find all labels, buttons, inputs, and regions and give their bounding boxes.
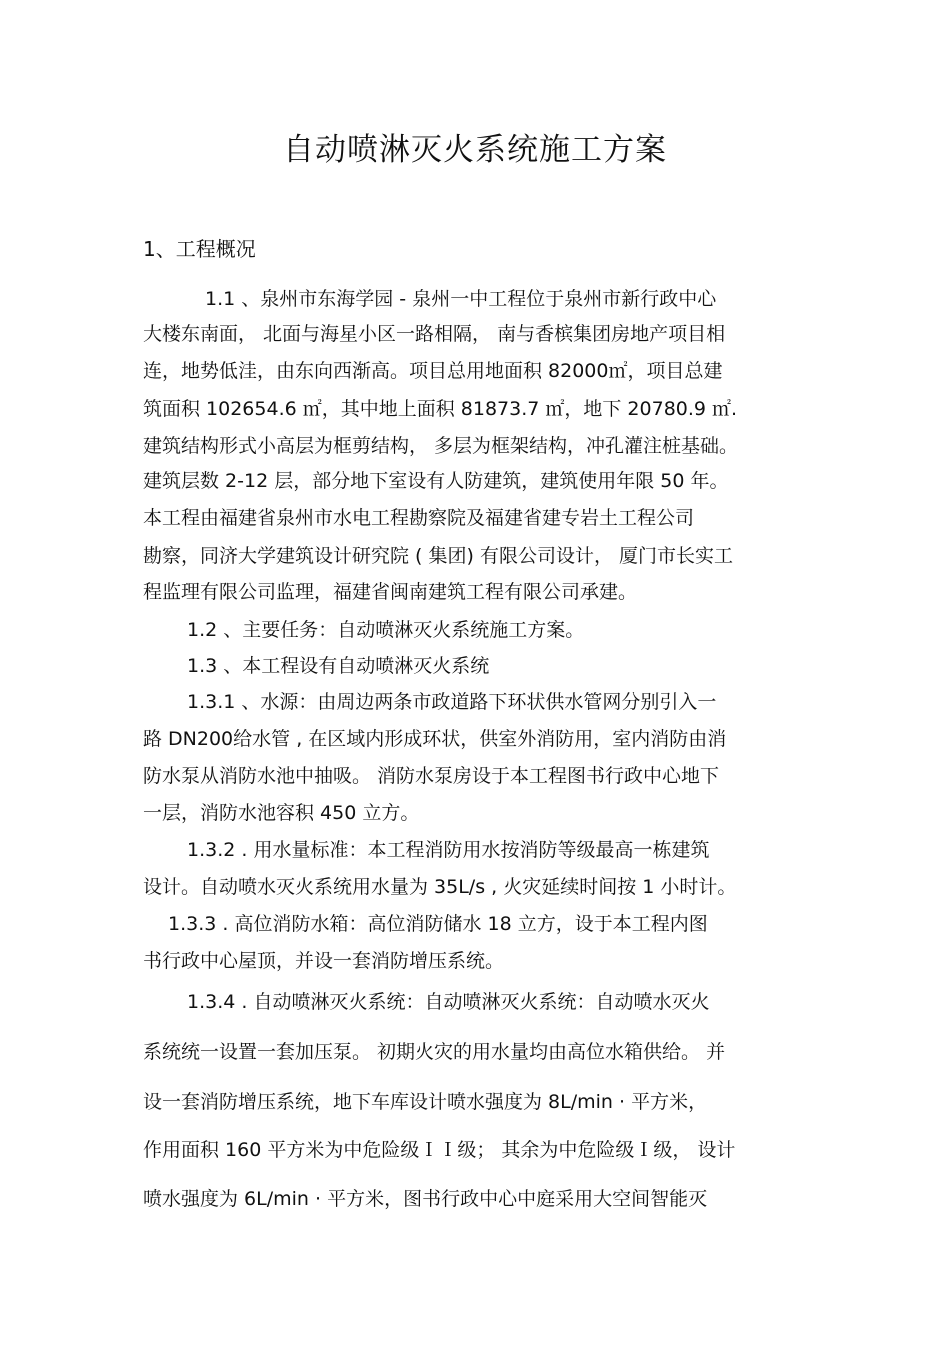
paragraph-line: 建筑层数 2-12 层，部分地下室设有人防建筑，建筑使用年限 50 年。	[143, 470, 729, 492]
paragraph-line: 本工程由福建省泉州市水电工程勘察院及福建省建专岩土工程公司	[143, 507, 695, 529]
paragraph-line: 1.3.2 . 用水量标准：本工程消防用水按消防等级最高一栋建筑	[187, 839, 710, 861]
paragraph-line: 书行政中心屋顶，并设一套消防增压系统。	[143, 950, 505, 972]
paragraph-line: 系统统一设置一套加压泵。 初期火灾的用水量均由高位水箱供给。 并	[143, 1041, 726, 1063]
paragraph-line: 设一套消防增压系统，地下车库设计喷水强度为 8L/min · 平方米，	[143, 1091, 708, 1113]
document-title: 自动喷淋灭火系统施工方案	[283, 132, 667, 168]
paragraph-line: 建筑结构形式小高层为框剪结构， 多层为框架结构，冲孔灌注桩基础。	[143, 435, 739, 457]
paragraph-line: 喷水强度为 6L/min · 平方米，图书行政中心中庭采用大空间智能灭	[143, 1188, 708, 1210]
section-heading: 1、工程概况	[143, 237, 256, 261]
paragraph-line: 勘察，同济大学建筑设计研究院 ( 集团) 有限公司设计， 厦门市长实工	[143, 545, 733, 567]
paragraph-line: 筑面积 102654.6 ㎡，其中地上面积 81873.7 ㎡，地下 20780.9 ㎡.	[143, 398, 738, 420]
paragraph-line: 大楼东南面， 北面与海星小区一路相隔， 南与香槟集团房地产项目相	[143, 323, 726, 345]
paragraph-line: 1.2 、主要任务：自动喷淋灭火系统施工方案。	[187, 619, 585, 641]
paragraph-line: 路 DN200给水管 , 在区域内形成环状，供室外消防用，室内消防由消	[143, 728, 727, 750]
paragraph-line: 1.3.4 . 自动喷淋灭火系统：自动喷淋灭火系统：自动喷水灭火	[187, 991, 710, 1013]
paragraph-line: 1.3.3 . 高位消防水箱：高位消防储水 18 立方，设于本工程内图	[168, 913, 708, 935]
paragraph-line: 1.3 、本工程设有自动喷淋灭火系统	[187, 655, 490, 677]
paragraph-line: 作用面积 160 平方米为中危险级ＩＩ级； 其余为中危险级Ｉ级， 设计	[143, 1139, 736, 1161]
paragraph-line: 设计。自动喷水灭火系统用水量为 35L/s , 火灾延续时间按 1 小时计。	[143, 876, 737, 898]
paragraph-line: 1.3.1 、水源：由周边两条市政道路下环状供水管网分别引入一	[187, 691, 717, 713]
paragraph-line: 防水泵从消防水池中抽吸。 消防水泵房设于本工程图书行政中心地下	[143, 765, 720, 787]
paragraph-line: 程监理有限公司监理，福建省闽南建筑工程有限公司承建。	[143, 581, 638, 603]
paragraph-line: 一层，消防水池容积 450 立方。	[143, 802, 420, 824]
paragraph-line: 连，地势低洼，由东向西渐高。项目总用地面积 82000㎡，项目总建	[143, 360, 723, 382]
paragraph-line: 1.1 、泉州市东海学园 - 泉州一中工程位于泉州市新行政中心	[205, 288, 717, 310]
